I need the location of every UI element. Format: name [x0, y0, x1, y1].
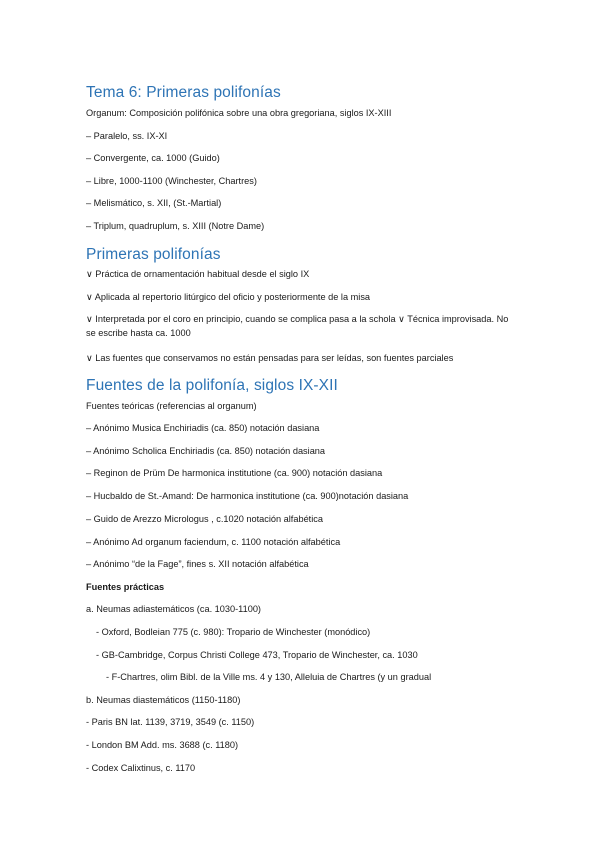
- list-item: - Codex Calixtinus, c. 1170: [86, 763, 196, 773]
- list-item: – Anónimo Ad organum faciendum, c. 1100 notación alfabética: [86, 537, 341, 547]
- subheading-neumas-diastematicos: b. Neumas diastemáticos (1150-1180): [86, 695, 241, 705]
- list-item: – Hucbaldo de St.-Amand: De harmonica institutione (ca. 900)notación dasiana: [86, 491, 409, 501]
- organum-definition: Organum: Composición polifónica sobre una obra gregoriana, siglos IX-XIII: [86, 108, 392, 118]
- list-item: – Anónimo “de la Fage”, fines s. XII notación alfabética: [86, 559, 309, 569]
- list-item: – Triplum, quadruplum, s. XIII (Notre Dame): [86, 221, 265, 231]
- bullet-item: ∨ Las fuentes que conservamos no están pensadas para ser leídas, son fuentes parciales: [86, 353, 454, 363]
- subheading-neumas-adiastematicos: a. Neumas adiastemáticos (ca. 1030-1100): [86, 604, 261, 614]
- list-item: – Paralelo, ss. IX-XI: [86, 131, 168, 141]
- section-heading-tema6: Tema 6: Primeras polifonías: [86, 84, 281, 101]
- list-item: – Libre, 1000-1100 (Winchester, Chartres): [86, 176, 257, 186]
- bullet-item: ∨ Interpretada por el coro en principio, cuando se complica pasa a la schola ∨ Técnica improvisada. No se escribe hasta ca. 1000: [86, 314, 509, 338]
- list-item: - Paris BN lat. 1139, 3719, 3549 (c. 1150): [86, 717, 255, 727]
- list-item: – Melismático, s. XII, (St.-Martial): [86, 198, 222, 208]
- list-item: - F-Chartres, olim Bibl. de la Ville ms. 4 y 130, Alleluia de Chartres (y un gradual: [106, 672, 432, 682]
- list-item: – Anónimo Scholica Enchiriadis (ca. 850) notación dasiana: [86, 446, 326, 456]
- bullet-item: ∨ Aplicada al repertorio litúrgico del oficio y posteriormente de la misa: [86, 292, 371, 302]
- section-heading-fuentes: Fuentes de la polifonía, siglos IX-XII: [86, 377, 338, 394]
- section-heading-primeras-polifonias: Primeras polifonías: [86, 246, 221, 263]
- list-item: - GB-Cambridge, Corpus Christi College 473, Tropario de Winchester, ca. 1030: [96, 650, 418, 660]
- subheading-fuentes-teoricas: Fuentes teóricas (referencias al organum): [86, 401, 257, 411]
- subheading-fuentes-practicas: Fuentes prácticas: [86, 582, 165, 592]
- list-item: – Reginon de Prüm De harmonica institutione (ca. 900) notación dasiana: [86, 468, 383, 478]
- list-item: – Convergente, ca. 1000 (Guido): [86, 153, 220, 163]
- list-item: - London BM Add. ms. 3688 (c. 1180): [86, 740, 239, 750]
- bullet-item: ∨ Práctica de ornamentación habitual desde el siglo IX: [86, 269, 310, 279]
- list-item: – Anónimo Musica Enchiriadis (ca. 850) notación dasiana: [86, 423, 320, 433]
- list-item: - Oxford, Bodleian 775 (c. 980): Tropario de Winchester (monódico): [96, 627, 371, 637]
- list-item: – Guido de Arezzo Micrologus , c.1020 notación alfabética: [86, 514, 323, 524]
